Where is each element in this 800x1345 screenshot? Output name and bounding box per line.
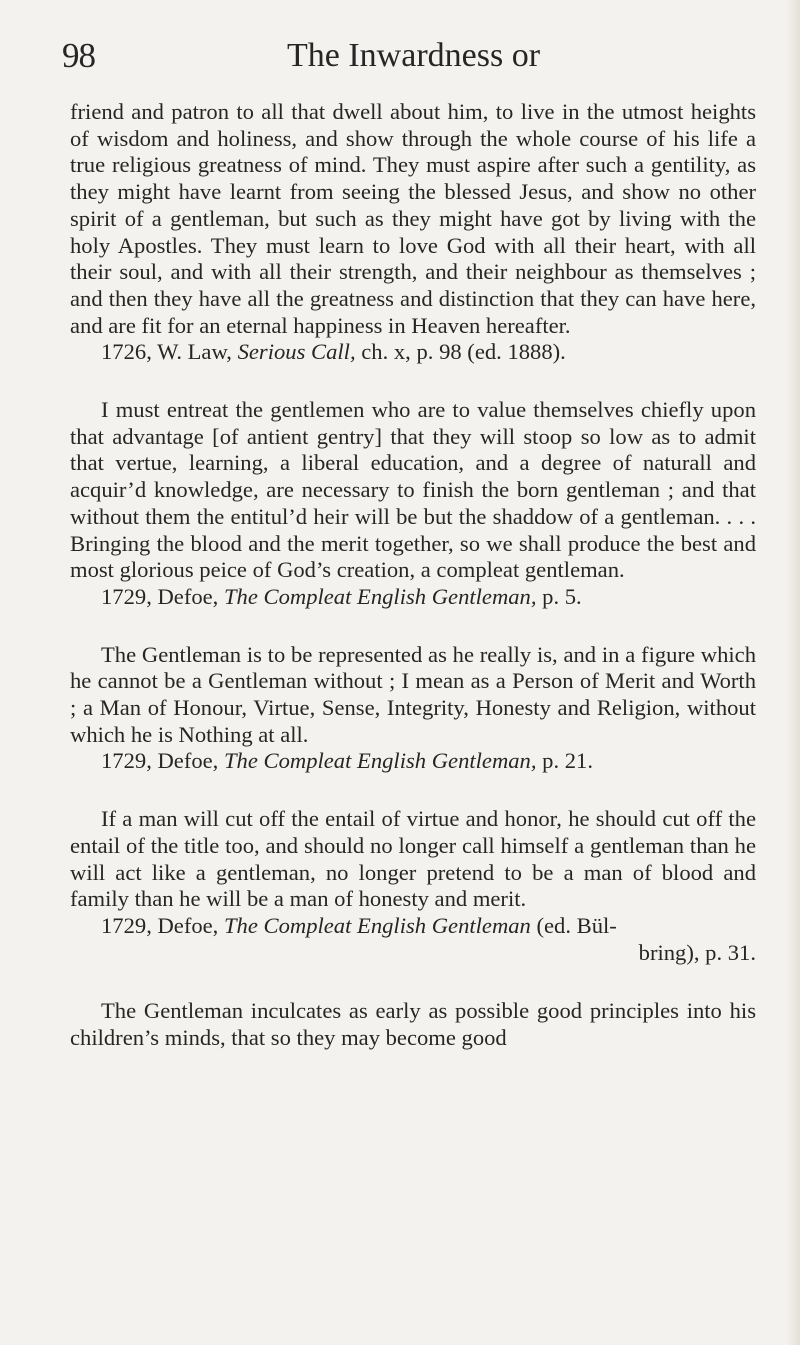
citation-work-title: The Compleat English Gentleman, xyxy=(223,583,537,609)
quotation-citation xyxy=(70,339,756,366)
citation-source: 1726, W. Law, xyxy=(101,339,238,365)
quotation-paragraph: friend and patron to all that dwell about him, to live in the utmost heights of wisdom and holiness, and show through the whole course of his life a true religious greatness of mind. They must aspire after such a gentility, as they might have learnt from seeing the blessed Jesus, and show no other spirit of a gentleman, but such as they might have got by living with the holy Apostles. They must learn to love God with all their heart, with all their soul, and with all their strength, and their neighbour as themselves ; and then they have all the greatness and distinction that they can have here, and are fit for an eternal happiness in Heaven hereafter. xyxy=(70,99,756,338)
citation-reference: ch. x, p. 98 (ed. 1888). xyxy=(355,339,566,365)
quotation-citation xyxy=(70,913,756,940)
page-edge-shadow xyxy=(786,0,800,1345)
running-head: The Inwardness or xyxy=(287,37,541,74)
citation-continuation: bring), p. 31. xyxy=(638,939,756,965)
page-header xyxy=(62,34,742,82)
page-number: 98 xyxy=(62,36,95,75)
citation-source: 1729, Defoe, xyxy=(101,912,224,938)
citation-source: 1729, Defoe, xyxy=(101,583,224,609)
trailing-paragraph: The Gentleman inculcates as early as possible good principles into his children’s minds, that so they may become good xyxy=(70,998,756,1051)
citation-source: 1729, Defoe, xyxy=(101,748,224,774)
quotation-citation xyxy=(70,584,756,611)
citation-reference: p. 21. xyxy=(536,748,593,774)
citation-reference: p. 5. xyxy=(536,583,582,609)
quotation-citation xyxy=(70,748,756,775)
quotation-paragraph: The Gentleman is to be represented as he really is, and in a figure which he cannot be a Gentleman without ; I mean as a Person of Merit and Worth ; a Man of Honour, Virtue, Sense, Integrity, Honesty and Religion, without which he is Nothing at all. xyxy=(70,641,756,747)
citation-reference: (ed. Bül- xyxy=(530,912,617,938)
citation-work-title: Serious Call, xyxy=(237,339,356,365)
body-text xyxy=(70,99,756,1052)
citation-work-title: The Compleat English Gentleman, xyxy=(223,748,537,774)
citation-work-title: The Compleat English Gentleman xyxy=(223,912,531,938)
quotation-paragraph: I must entreat the gentlemen who are to value themselves chiefly upon that advantage [of antient gentry] that they will stoop so low as to admit that vertue, learning, a liberal education, and a degree of naturall and acquir’d knowledge, are necessary to finish the born gentleman ; and that without them the entitul’d heir will be but the shaddow of a gentleman. . . . Bringing the blood and the merit together, so we shall produce the best and most glorious peice of God’s creation, a compleat gentleman. xyxy=(70,397,756,583)
quotation-paragraph: If a man will cut off the entail of virtue and honor, he should cut off the entail of the title too, and should no longer call himself a gentleman than he will act like a gentleman, no longer pretend to be a man of blood and family than he will be a man of honesty and merit. xyxy=(70,806,756,912)
